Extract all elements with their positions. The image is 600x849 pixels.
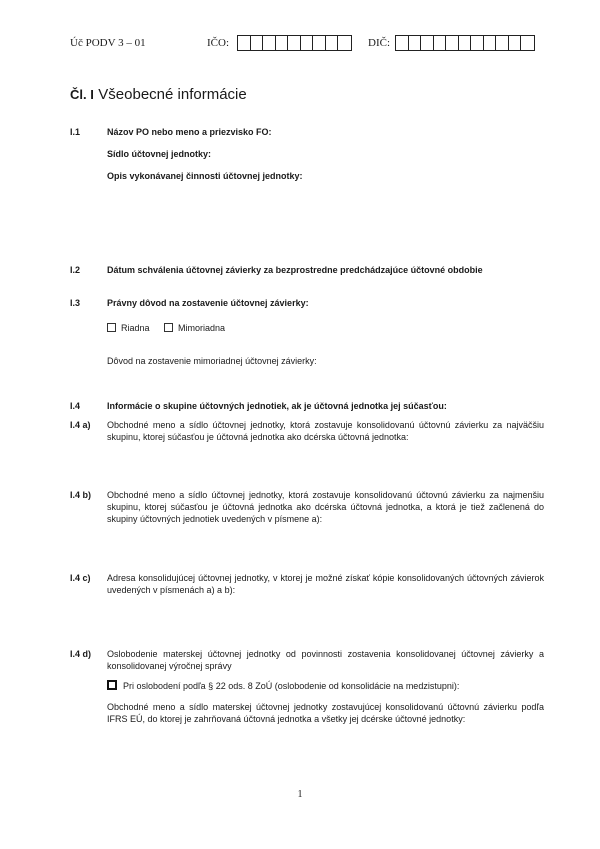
activity-label: Opis vykonávanej činnosti účtovnej jednotky: xyxy=(107,171,303,181)
section-number: I.4 xyxy=(70,401,81,411)
ico-input[interactable] xyxy=(237,35,352,51)
dic-label: DIČ: xyxy=(368,37,390,49)
option-regular[interactable] xyxy=(107,322,150,334)
exemption-option-label: Pri oslobodení podľa § 22 ods. 8 ZoÚ (oslobodenie od konsolidácie na medzistupni): xyxy=(123,681,460,691)
section-prefix: Čl. I xyxy=(70,87,94,102)
name-label: Názov PO nebo meno a priezvisko FO: xyxy=(107,127,272,137)
subsection-number: I.4 a) xyxy=(70,420,91,430)
largest-group-label: Obchodné meno a sídlo účtovnej jednotky, ktorá zostavuje konsolidovanú účtovnú závierku za najväčšiu skupinu, ktorej súčasťou je účtovná jednotka ako dcérska účtovná jednotka: xyxy=(107,420,544,442)
group-info-label: Informácie o skupine účtovných jednotiek, ak je účtovná jednotka jej súčasťou: xyxy=(107,401,447,411)
option-regular-label: Riadna xyxy=(121,323,150,333)
subsection-number: I.4 d) xyxy=(70,649,92,659)
exemption-label: Oslobodenie materskej účtovnej jednotky od povinnosti zostavenia konsolidovanej účtovnej závierky a konsolidovanej výročnej správy xyxy=(107,649,544,671)
extraordinary-reason-label: Dôvod na zostavenie mimoriadnej účtovnej závierky: xyxy=(107,356,317,366)
section-number: I.2 xyxy=(70,265,81,275)
option-extraordinary[interactable] xyxy=(164,322,225,334)
section-title: Všeobecné informácie xyxy=(98,86,247,103)
form-code: Úč PODV 3 – 01 xyxy=(70,37,146,49)
page-number: 1 xyxy=(297,789,303,800)
checkbox-icon[interactable] xyxy=(164,323,173,332)
ico-label: IČO: xyxy=(207,37,229,49)
exemption-option[interactable] xyxy=(107,680,459,692)
section-number: I.1 xyxy=(70,127,81,137)
consolidator-address-label: Adresa konsolidujúcej účtovnej jednotky, v ktorej je možné získať kópie konsolidovaných účtovných závierok uvedených v písmenách a) a b): xyxy=(107,573,544,595)
checkbox-icon[interactable] xyxy=(107,680,117,690)
checkbox-icon[interactable] xyxy=(107,323,116,332)
smallest-group-label: Obchodné meno a sídlo účtovnej jednotky, ktorá zostavuje konsolidovanú účtovnú závierku za najmenšiu skupinu, ktorej súčasťou je účtovná jednotka ako dcérska účtovná jednotka, a ktorá je tiež začlenená do skupiny účtovných jednotiek uvedených v písmene a): xyxy=(107,490,544,524)
approval-date-label: Dátum schválenia účtovnej závierky za bezprostredne predchádzajúce účtovné obdobie xyxy=(107,265,483,275)
parent-entity-label: Obchodné meno a sídlo materskej účtovnej jednotky zostavujúcej konsolidovanú účtovnú závierku podľa IFRS EÚ, do ktorej je zahrňovaná účtovná jednotka a všetky jej dcérske účtovné jednotky: xyxy=(107,702,544,724)
dic-input[interactable] xyxy=(395,35,535,51)
subsection-number: I.4 c) xyxy=(70,573,91,583)
page-title xyxy=(70,86,247,104)
subsection-number: I.4 b) xyxy=(70,490,92,500)
legal-reason-label: Právny dôvod na zostavenie účtovnej závierky: xyxy=(107,298,309,308)
option-extraordinary-label: Mimoriadna xyxy=(178,323,226,333)
seat-label: Sídlo účtovnej jednotky: xyxy=(107,149,212,159)
section-number: I.3 xyxy=(70,298,81,308)
